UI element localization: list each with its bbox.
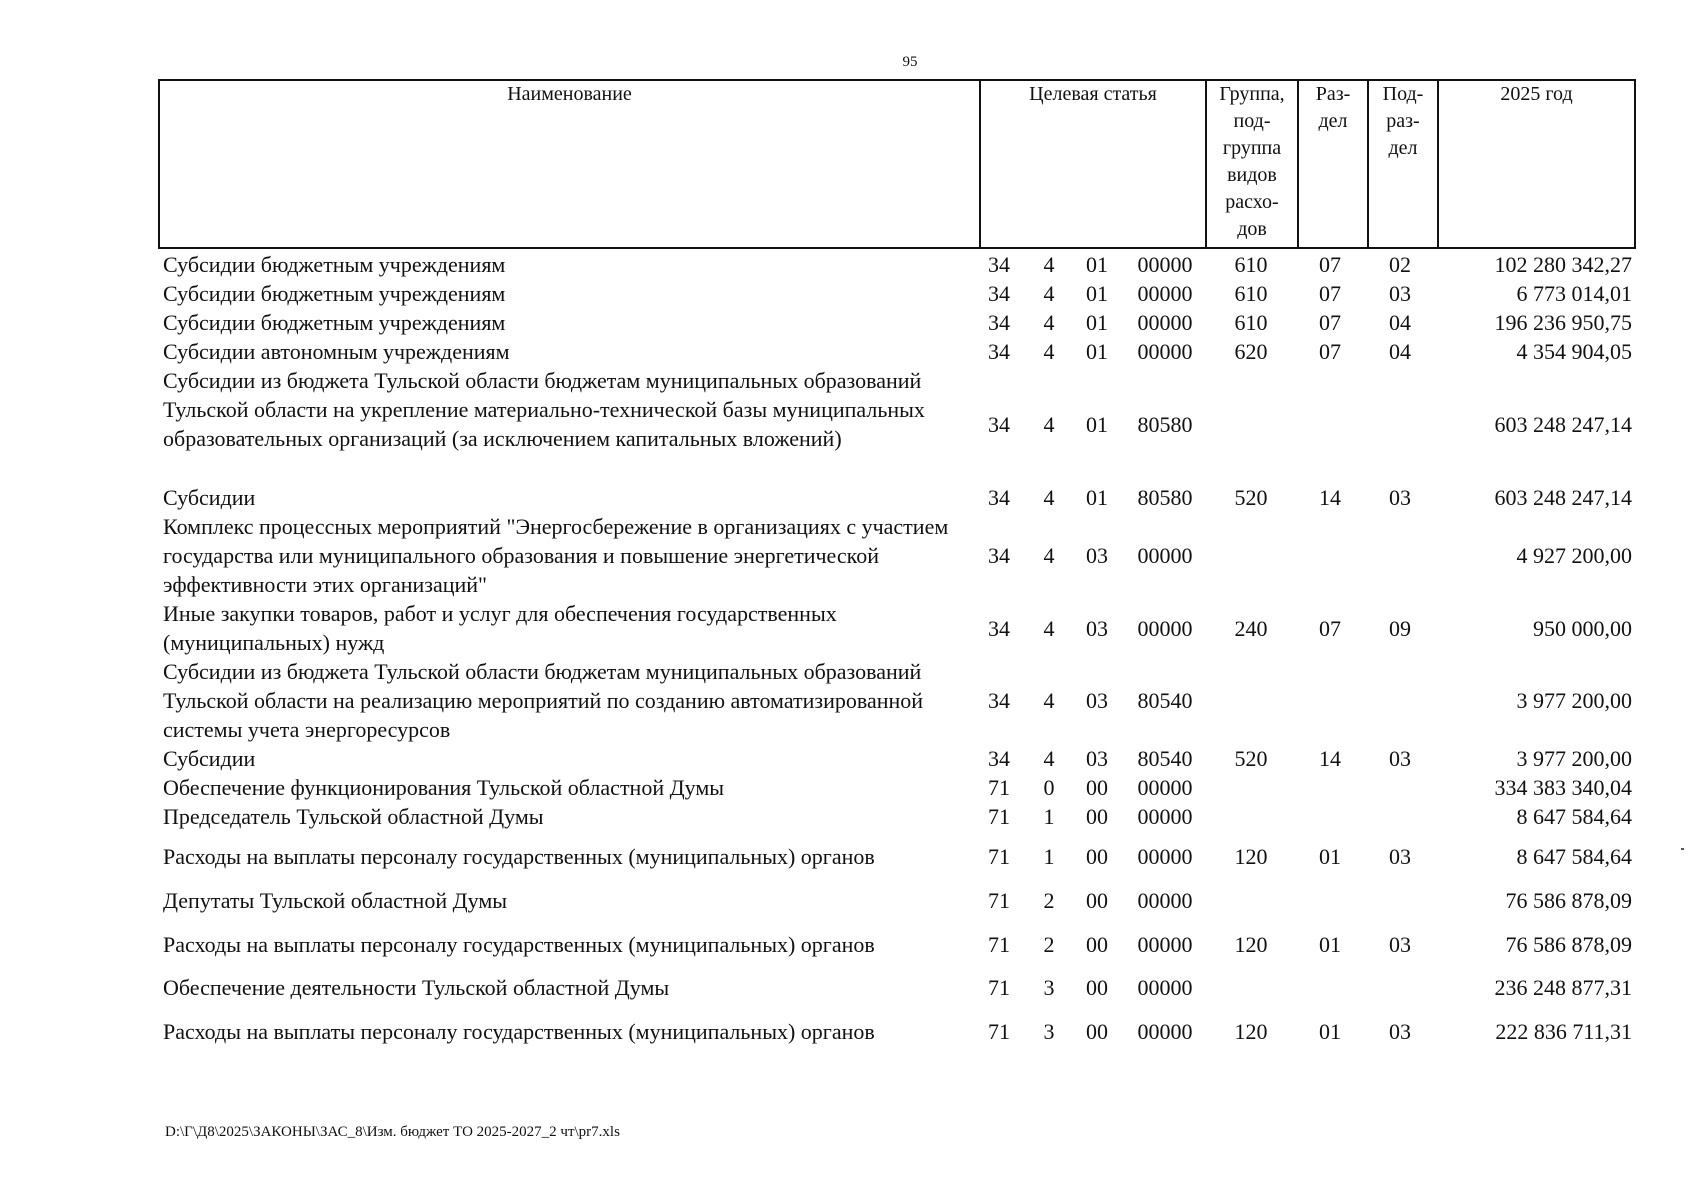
row-expense-code: 00000 xyxy=(1137,1019,1193,1044)
row-expense-group: 120 xyxy=(1234,844,1268,869)
table-row xyxy=(0,1017,1694,1046)
row-name: Обеспечение деятельности Тульской областной Думы xyxy=(163,975,670,1000)
table-row xyxy=(0,599,1694,657)
row-program-code: 71 xyxy=(988,932,1010,957)
row-section: 07 xyxy=(1319,252,1341,277)
table-row xyxy=(0,483,1694,512)
row-subprogram-code: 4 xyxy=(1043,688,1055,713)
header-subsection: Под- раз- дел xyxy=(1367,79,1437,249)
row-expense-code: 00000 xyxy=(1137,310,1193,335)
row-expense-group: 120 xyxy=(1234,932,1268,957)
row-program-code: 71 xyxy=(988,1019,1010,1044)
row-name: Субсидии автономным учреждениям xyxy=(163,339,510,364)
row-direction-code: 00 xyxy=(1086,975,1108,1000)
row-section: 01 xyxy=(1319,932,1341,957)
row-direction-code: 01 xyxy=(1086,310,1108,335)
row-expense-code: 00000 xyxy=(1137,975,1193,1000)
row-direction-code: 03 xyxy=(1086,616,1108,641)
row-expense-code: 00000 xyxy=(1137,252,1193,277)
row-program-code: 34 xyxy=(988,616,1010,641)
header-section: Раз- дел xyxy=(1297,79,1367,249)
table-row xyxy=(0,973,1694,1002)
row-expense-code: 80540 xyxy=(1137,746,1193,771)
row-subprogram-code: 2 xyxy=(1043,888,1055,913)
row-amount-2025: 603 248 247,14 xyxy=(1494,485,1632,510)
row-name: Субсидии бюджетным учреждениям xyxy=(163,252,506,277)
row-direction-code: 00 xyxy=(1086,932,1108,957)
row-name: Субсидии xyxy=(163,485,256,510)
row-subsection: 04 xyxy=(1389,339,1411,364)
row-name: Обеспечение функционирования Тульской областной Думы xyxy=(163,775,725,800)
row-direction-code: 00 xyxy=(1086,804,1108,829)
row-subprogram-code: 1 xyxy=(1043,804,1055,829)
row-expense-code: 00000 xyxy=(1137,844,1193,869)
row-expense-code: 00000 xyxy=(1137,804,1193,829)
page-number: 95 xyxy=(902,54,918,70)
table-row xyxy=(0,886,1694,915)
row-subprogram-code: 3 xyxy=(1043,1019,1055,1044)
row-amount-2025: 950 000,00 xyxy=(1533,616,1632,641)
row-amount-2025: 8 647 584,64 xyxy=(1516,844,1632,869)
row-expense-code: 80580 xyxy=(1137,412,1193,437)
row-expense-group: 520 xyxy=(1234,746,1268,771)
row-section: 01 xyxy=(1319,844,1341,869)
row-subsection: 09 xyxy=(1389,616,1411,641)
row-section: 14 xyxy=(1319,746,1341,771)
row-amount-2025: 3 977 200,00 xyxy=(1516,746,1632,771)
scan-mark xyxy=(1681,848,1684,850)
table-row xyxy=(0,744,1694,773)
row-name: Иные закупки товаров, работ и услуг для обеспечения государственных (муниципальных) нужд xyxy=(163,601,837,655)
row-name: Субсидии xyxy=(163,746,256,771)
row-section: 07 xyxy=(1319,310,1341,335)
row-name: Субсидии из бюджета Тульской области бюджетам муниципальных образований Тульской области на реализацию мероприятий по созданию автоматизированной системы учета энергоресурсов xyxy=(163,659,924,742)
row-subprogram-code: 4 xyxy=(1043,252,1055,277)
header-year: 2025 год xyxy=(1437,79,1634,249)
row-subprogram-code: 0 xyxy=(1043,775,1055,800)
row-program-code: 71 xyxy=(988,775,1010,800)
row-expense-code: 80540 xyxy=(1137,688,1193,713)
row-direction-code: 00 xyxy=(1086,888,1108,913)
row-section: 01 xyxy=(1319,1019,1341,1044)
row-program-code: 34 xyxy=(988,485,1010,510)
row-expense-code: 00000 xyxy=(1137,775,1193,800)
row-program-code: 34 xyxy=(988,252,1010,277)
row-name: Расходы на выплаты персоналу государственных (муниципальных) органов xyxy=(163,1019,875,1044)
row-direction-code: 01 xyxy=(1086,252,1108,277)
row-amount-2025: 4 354 904,05 xyxy=(1516,339,1632,364)
row-direction-code: 03 xyxy=(1086,688,1108,713)
row-subprogram-code: 4 xyxy=(1043,746,1055,771)
row-subprogram-code: 2 xyxy=(1043,932,1055,957)
row-expense-code: 00000 xyxy=(1137,339,1193,364)
row-direction-code: 01 xyxy=(1086,339,1108,364)
table-row xyxy=(0,512,1694,599)
table-row xyxy=(0,279,1694,308)
row-subsection: 03 xyxy=(1389,281,1411,306)
row-subprogram-code: 1 xyxy=(1043,844,1055,869)
row-program-code: 71 xyxy=(988,888,1010,913)
row-amount-2025: 236 248 877,31 xyxy=(1494,975,1632,1000)
row-name: Комплекс процессных мероприятий "Энергосбережение в организациях с участием государства или муниципального образования и повышение энергетической эффективности этих организаций" xyxy=(163,514,949,597)
table-row xyxy=(0,802,1694,831)
row-subprogram-code: 4 xyxy=(1043,412,1055,437)
row-name: Субсидии бюджетным учреждениям xyxy=(163,310,506,335)
row-amount-2025: 6 773 014,01 xyxy=(1516,281,1632,306)
row-subprogram-code: 4 xyxy=(1043,485,1055,510)
row-subsection: 02 xyxy=(1389,252,1411,277)
row-direction-code: 03 xyxy=(1086,543,1108,568)
row-direction-code: 00 xyxy=(1086,844,1108,869)
row-amount-2025: 102 280 342,27 xyxy=(1494,252,1632,277)
header-name: Наименование xyxy=(507,83,632,105)
row-expense-group: 610 xyxy=(1234,310,1268,335)
row-program-code: 71 xyxy=(988,804,1010,829)
table-row xyxy=(0,930,1694,959)
row-direction-code: 01 xyxy=(1086,485,1108,510)
row-expense-code: 00000 xyxy=(1137,616,1193,641)
row-direction-code: 03 xyxy=(1086,746,1108,771)
row-subprogram-code: 4 xyxy=(1043,310,1055,335)
row-expense-code: 00000 xyxy=(1137,543,1193,568)
table-row xyxy=(0,842,1694,871)
row-expense-code: 00000 xyxy=(1137,888,1193,913)
row-amount-2025: 196 236 950,75 xyxy=(1494,310,1632,335)
row-program-code: 34 xyxy=(988,412,1010,437)
row-subsection: 03 xyxy=(1389,932,1411,957)
row-program-code: 71 xyxy=(988,975,1010,1000)
row-amount-2025: 4 927 200,00 xyxy=(1516,543,1632,568)
row-subprogram-code: 3 xyxy=(1043,975,1055,1000)
row-program-code: 34 xyxy=(988,310,1010,335)
row-program-code: 34 xyxy=(988,688,1010,713)
row-section: 07 xyxy=(1319,339,1341,364)
row-section: 07 xyxy=(1319,281,1341,306)
row-expense-group: 240 xyxy=(1234,616,1268,641)
row-program-code: 71 xyxy=(988,844,1010,869)
row-subprogram-code: 4 xyxy=(1043,281,1055,306)
row-amount-2025: 76 586 878,09 xyxy=(1505,932,1632,957)
row-section: 14 xyxy=(1319,485,1341,510)
row-subsection: 03 xyxy=(1389,746,1411,771)
row-amount-2025: 8 647 584,64 xyxy=(1516,804,1632,829)
row-amount-2025: 3 977 200,00 xyxy=(1516,688,1632,713)
row-subprogram-code: 4 xyxy=(1043,543,1055,568)
table-row xyxy=(0,337,1694,366)
table-row xyxy=(0,773,1694,802)
row-amount-2025: 603 248 247,14 xyxy=(1494,412,1632,437)
row-expense-group: 610 xyxy=(1234,281,1268,306)
row-direction-code: 01 xyxy=(1086,412,1108,437)
row-name: Субсидии бюджетным учреждениям xyxy=(163,281,506,306)
row-expense-group: 610 xyxy=(1234,252,1268,277)
header-target: Целевая статья xyxy=(979,79,1205,249)
row-expense-code: 80580 xyxy=(1137,485,1193,510)
row-section: 07 xyxy=(1319,616,1341,641)
row-program-code: 34 xyxy=(988,281,1010,306)
row-subsection: 03 xyxy=(1389,485,1411,510)
table-row xyxy=(0,657,1694,744)
table-row xyxy=(0,308,1694,337)
row-subsection: 04 xyxy=(1389,310,1411,335)
row-expense-code: 00000 xyxy=(1137,932,1193,957)
row-name: Расходы на выплаты персоналу государственных (муниципальных) органов xyxy=(163,844,875,869)
row-direction-code: 01 xyxy=(1086,281,1108,306)
row-expense-code: 00000 xyxy=(1137,281,1193,306)
row-amount-2025: 222 836 711,31 xyxy=(1495,1019,1632,1044)
row-subprogram-code: 4 xyxy=(1043,616,1055,641)
header-group: Группа, под- группа видов расхо- дов xyxy=(1205,79,1297,249)
row-name: Субсидии из бюджета Тульской области бюджетам муниципальных образований Тульской области на укрепление материально-технической базы муниципальных образовательных организаций (за исключением капитальных вложений) xyxy=(163,368,925,451)
row-program-code: 34 xyxy=(988,339,1010,364)
row-expense-group: 620 xyxy=(1234,339,1268,364)
row-amount-2025: 334 383 340,04 xyxy=(1494,775,1632,800)
row-subprogram-code: 4 xyxy=(1043,339,1055,364)
row-subsection: 03 xyxy=(1389,844,1411,869)
row-direction-code: 00 xyxy=(1086,775,1108,800)
row-name: Председатель Тульской областной Думы xyxy=(163,804,544,829)
row-subsection: 03 xyxy=(1389,1019,1411,1044)
row-name: Депутаты Тульской областной Думы xyxy=(163,888,508,913)
footer-file-path: D:\Г\Д8\2025\ЗАКОНЫ\ЗАС_8\Изм. бюджет ТО 2025-2027_2 чт\pr7.xls xyxy=(165,1124,620,1140)
row-name: Расходы на выплаты персоналу государственных (муниципальных) органов xyxy=(163,932,875,957)
row-program-code: 34 xyxy=(988,746,1010,771)
row-direction-code: 00 xyxy=(1086,1019,1108,1044)
table-row xyxy=(0,250,1694,279)
row-program-code: 34 xyxy=(988,543,1010,568)
table-row xyxy=(0,366,1694,483)
row-expense-group: 120 xyxy=(1234,1019,1268,1044)
row-expense-group: 520 xyxy=(1234,485,1268,510)
row-amount-2025: 76 586 878,09 xyxy=(1505,888,1632,913)
